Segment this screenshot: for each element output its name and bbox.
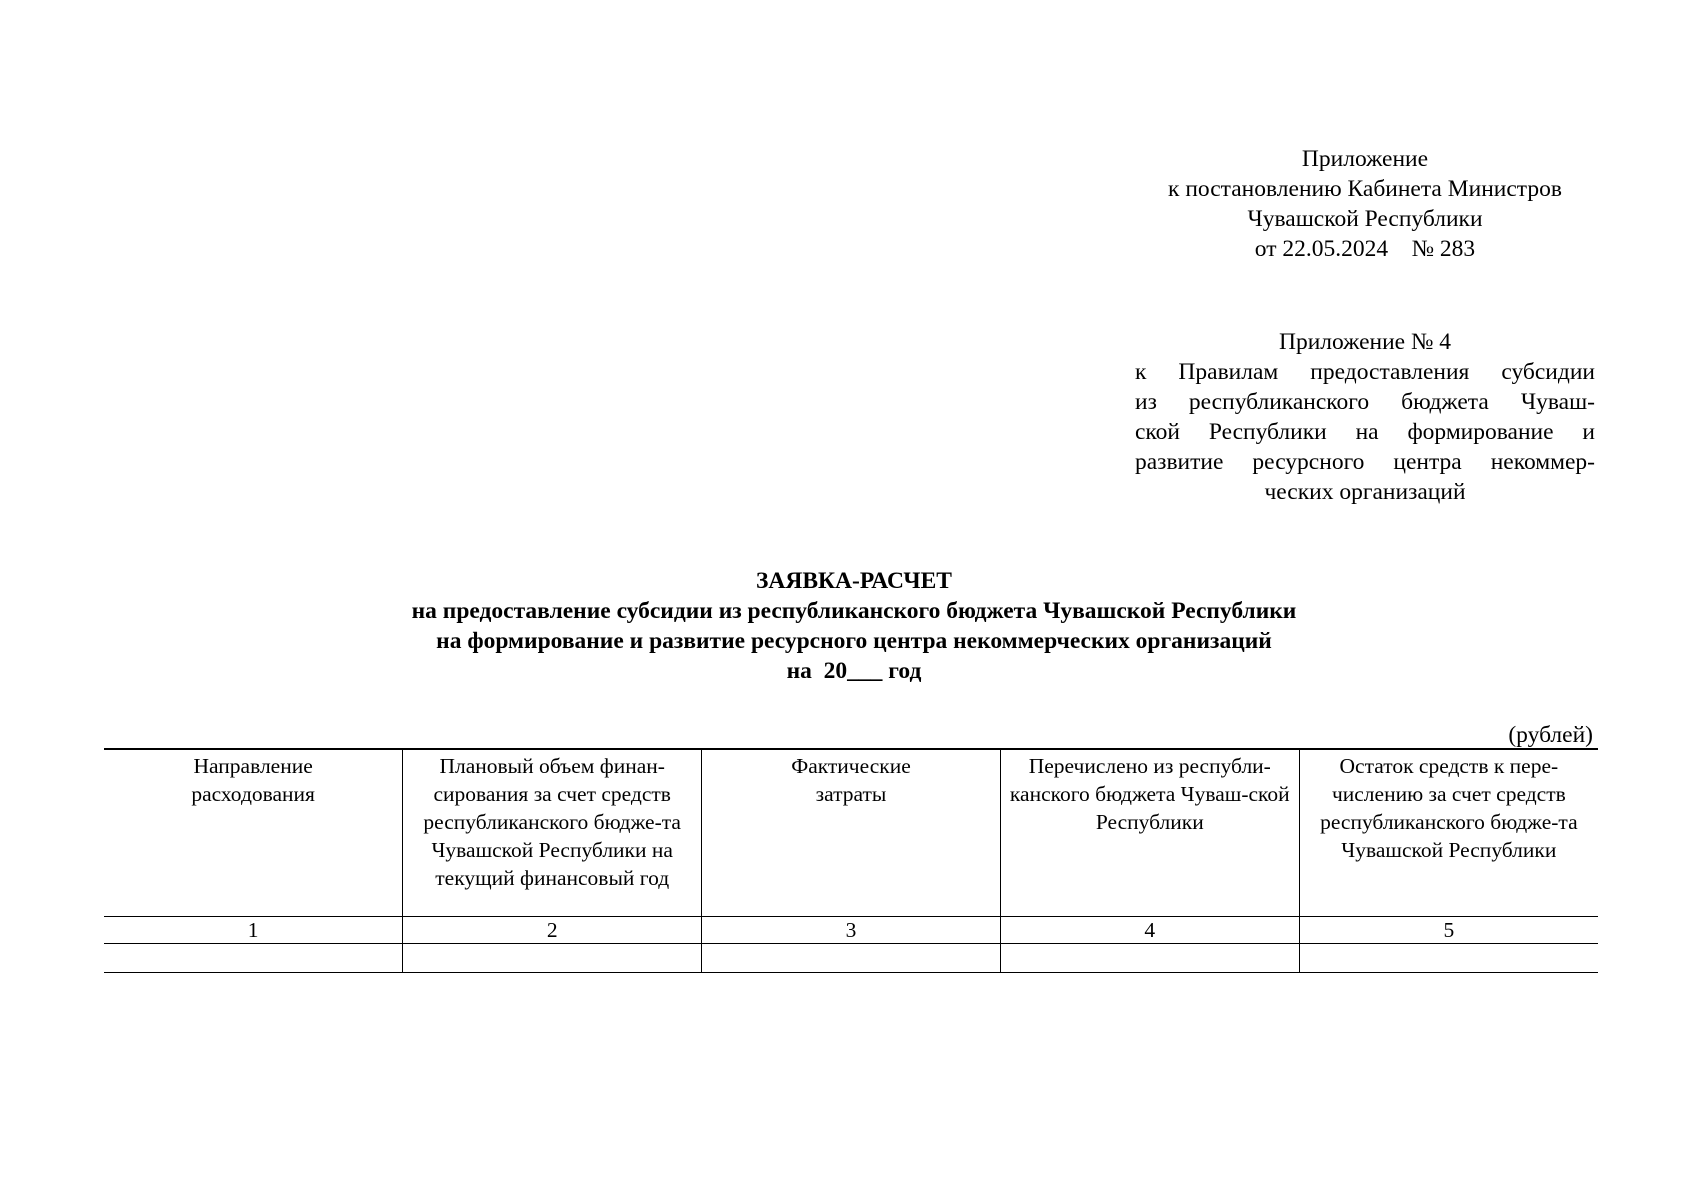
column-number: 4 [1000, 917, 1299, 944]
rules-appendix-line: к Правилам предоставления субсидии [1135, 359, 1595, 385]
column-number: 3 [702, 917, 1001, 944]
appendix-date-number: от 22.05.2024 № 283 [1254, 236, 1476, 262]
units-label: (рублей) [1508, 722, 1593, 748]
column-header-planned-volume: Плановый объем финан-сирования за счет средств республиканского бюдже-та Чувашской Республики на текущий финансовый год [403, 749, 702, 917]
table-cell [1000, 944, 1299, 973]
column-header-direction: Направление расходования [104, 749, 403, 917]
rules-appendix-line: из республиканского бюджета Чуваш- [1135, 389, 1595, 415]
table-cell [702, 944, 1001, 973]
appendix-resolution-ref: к постановлению Кабинета Министров [1168, 176, 1562, 202]
column-number: 5 [1299, 917, 1598, 944]
table-header-row [104, 749, 1598, 917]
appendix-label: Приложение [1301, 146, 1429, 172]
column-header-actual-costs: Фактические затраты [702, 749, 1001, 917]
rules-appendix-line: развитие ресурсного центра некоммер- [1135, 449, 1595, 475]
appendix-republic: Чувашской Республики [1247, 206, 1483, 232]
rules-appendix-line: ской Республики на формирование и [1135, 419, 1595, 445]
rules-appendix-line: ческих организаций [1264, 479, 1466, 505]
document-year-line: на 20___ год [786, 658, 922, 684]
column-header-transferred: Перечислено из республи-канского бюджета Чуваш-ской Республики [1000, 749, 1299, 917]
rules-appendix-title: Приложение № 4 [1278, 329, 1452, 355]
document-title [104, 566, 1604, 686]
appendix-header [1135, 144, 1595, 264]
column-number: 2 [403, 917, 702, 944]
table-cell [403, 944, 702, 973]
table-number-row [104, 917, 1598, 944]
table-cell [1299, 944, 1598, 973]
document-subtitle-line: на формирование и развитие ресурсного центра некоммерческих организаций [436, 628, 1272, 654]
column-header-remaining: Остаток средств к пере-числению за счет средств республиканского бюдже-та Чувашской Республики [1299, 749, 1598, 917]
table-row [104, 944, 1598, 973]
document-heading: ЗАЯВКА-РАСЧЕТ [756, 568, 952, 594]
document-subtitle-line: на предоставление субсидии из республиканского бюджета Чувашской Республики [411, 598, 1297, 624]
column-number: 1 [104, 917, 403, 944]
table-cell [104, 944, 403, 973]
rules-appendix [1135, 327, 1595, 507]
calculation-table [104, 748, 1598, 973]
